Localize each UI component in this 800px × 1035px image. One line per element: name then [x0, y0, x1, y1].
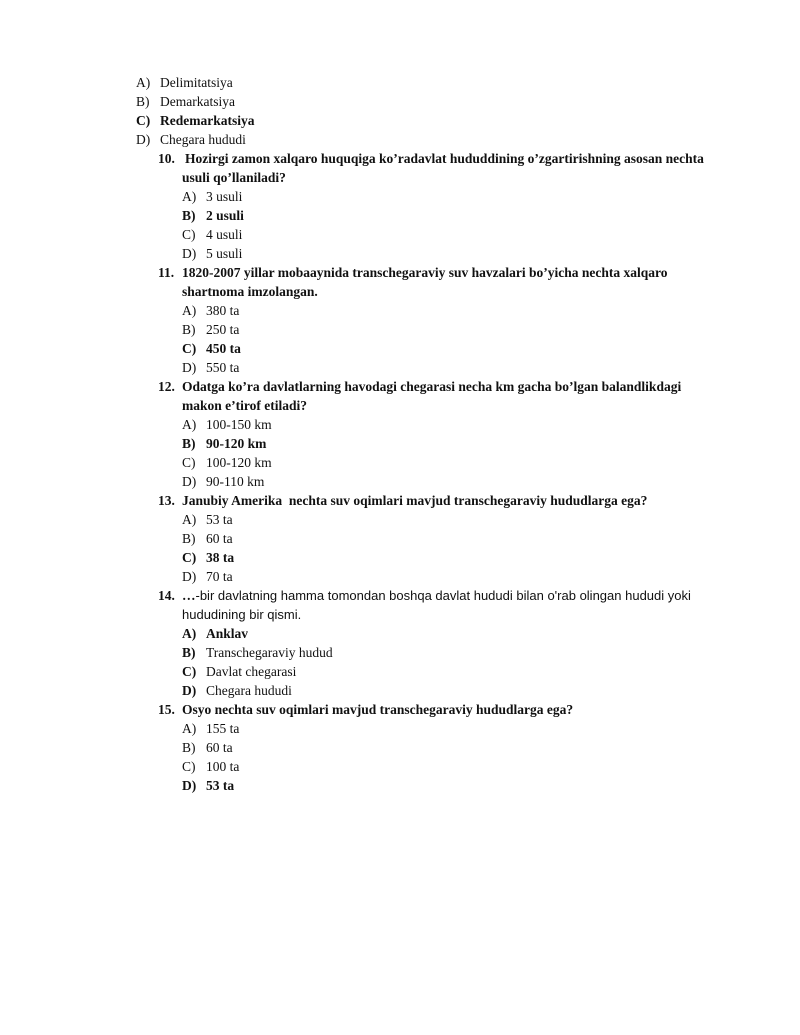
- option-letter: B): [182, 740, 196, 755]
- option-text: 450 ta: [206, 341, 241, 356]
- question-number: 11.: [158, 265, 175, 280]
- option-text: 380 ta: [206, 303, 240, 318]
- question-text: usuli qo’llaniladi?: [182, 170, 286, 185]
- option-text: Transchegaraviy hudud: [206, 645, 333, 660]
- question-11: [158, 263, 668, 282]
- option-letter: B): [182, 531, 196, 546]
- option-letter: D): [182, 246, 197, 261]
- option-text: Chegara hududi: [160, 132, 246, 147]
- question-number: 15.: [158, 702, 175, 717]
- option-letter: B): [182, 208, 196, 223]
- question-text: -bir davlatning hamma tomondan boshqa davlat hududi bilan o'rab olingan hududi yoki: [195, 588, 691, 603]
- option-text: 38 ta: [206, 550, 235, 565]
- q14-option-c: [182, 662, 296, 681]
- q10-option-b: [182, 206, 244, 225]
- option-text: 53 ta: [206, 778, 235, 793]
- q15-option-b: [182, 738, 233, 757]
- q15-option-c: [182, 757, 239, 776]
- option-letter: A): [182, 417, 197, 432]
- option-text: 60 ta: [206, 531, 233, 546]
- question-text: hududining bir qismi.: [182, 607, 302, 622]
- q10-option-a: [182, 187, 242, 206]
- question-15: [158, 700, 573, 719]
- question-number: 10.: [158, 151, 175, 166]
- question-text: Hozirgi zamon xalqaro huquqiga ko’radavlat hududdining o’zgartirishning asosan nechta: [185, 151, 704, 166]
- option-text: 3 usuli: [206, 189, 243, 204]
- option-letter: A): [136, 75, 151, 90]
- q15-option-a: [182, 719, 239, 738]
- option-letter: C): [182, 455, 196, 470]
- option-text: Chegara hududi: [206, 683, 292, 698]
- option-text: 90-110 km: [206, 474, 265, 489]
- prev-option-b: [136, 92, 235, 111]
- question-text: 1820-2007 yillar mobaaynida transchegaraviy suv havzalari bo’yicha nechta xalqaro: [182, 265, 668, 280]
- question-14-cont: [182, 605, 301, 624]
- option-text: 5 usuli: [206, 246, 243, 261]
- option-letter: B): [182, 322, 196, 337]
- option-letter: C): [182, 341, 197, 356]
- question-number: 12.: [158, 379, 175, 394]
- question-number: 14.: [158, 588, 175, 603]
- question-14: [158, 586, 691, 605]
- question-text: Osyo nechta suv oqimlari mavjud transchegaraviy hududlarga ega?: [182, 702, 574, 717]
- option-letter: A): [182, 512, 197, 527]
- option-letter: D): [182, 360, 197, 375]
- option-letter: D): [136, 132, 151, 147]
- q11-option-d: [182, 358, 239, 377]
- question-11-cont: [182, 282, 318, 301]
- option-text: Anklav: [206, 626, 249, 641]
- q11-option-a: [182, 301, 239, 320]
- q10-option-c: [182, 225, 242, 244]
- q12-option-a: [182, 415, 272, 434]
- option-letter: A): [182, 303, 197, 318]
- question-12-cont: [182, 396, 307, 415]
- option-text: Demarkatsiya: [160, 94, 235, 109]
- option-text: 100-150 km: [206, 417, 272, 432]
- option-letter: B): [182, 645, 196, 660]
- question-lead-ellipsis: …: [182, 588, 196, 603]
- option-text: 53 ta: [206, 512, 233, 527]
- option-letter: D): [182, 569, 197, 584]
- option-text: 90-120 km: [206, 436, 267, 451]
- q13-option-c: [182, 548, 234, 567]
- q14-option-d: [182, 681, 292, 700]
- option-text: 155 ta: [206, 721, 240, 736]
- option-text: Davlat chegarasi: [206, 664, 297, 679]
- question-text: Janubiy Amerika nechta suv oqimlari mavjud transchegaraviy hududlarga ega?: [182, 493, 648, 508]
- option-letter: C): [182, 227, 196, 242]
- q10-option-d: [182, 244, 242, 263]
- question-number: 13.: [158, 493, 175, 508]
- option-text: 550 ta: [206, 360, 240, 375]
- option-text: 70 ta: [206, 569, 233, 584]
- prev-option-c: [136, 111, 255, 130]
- question-text: Odatga ko’ra davlatlarning havodagi chegarasi necha km gacha bo’lgan balandlikdagi: [182, 379, 682, 394]
- option-letter: A): [182, 189, 197, 204]
- question-text: shartnoma imzolangan.: [182, 284, 318, 299]
- option-letter: C): [182, 550, 197, 565]
- option-letter: A): [182, 721, 197, 736]
- q15-option-d: [182, 776, 234, 795]
- q12-option-b: [182, 434, 266, 453]
- option-text: 100 ta: [206, 759, 240, 774]
- option-text: 60 ta: [206, 740, 233, 755]
- option-letter: D): [182, 683, 197, 698]
- option-letter: D): [182, 778, 197, 793]
- option-text: 4 usuli: [206, 227, 243, 242]
- option-text: Delimitatsiya: [160, 75, 233, 90]
- q12-option-d: [182, 472, 264, 491]
- option-letter: B): [136, 94, 150, 109]
- option-letter: A): [182, 626, 197, 641]
- prev-option-d: [136, 130, 246, 149]
- question-text: makon e’tirof etiladi?: [182, 398, 307, 413]
- option-text: 100-120 km: [206, 455, 272, 470]
- q14-option-b: [182, 643, 333, 662]
- question-10-cont: [182, 168, 286, 187]
- option-letter: C): [182, 759, 196, 774]
- question-13: [158, 491, 647, 510]
- q11-option-b: [182, 320, 239, 339]
- option-letter: C): [136, 113, 151, 128]
- option-text: 250 ta: [206, 322, 240, 337]
- question-12: [158, 377, 681, 396]
- q11-option-c: [182, 339, 241, 358]
- option-letter: D): [182, 474, 197, 489]
- option-letter: C): [182, 664, 197, 679]
- q13-option-b: [182, 529, 233, 548]
- option-letter: B): [182, 436, 196, 451]
- option-text: Redemarkatsiya: [160, 113, 255, 128]
- option-text: 2 usuli: [206, 208, 244, 223]
- question-10: [158, 149, 704, 168]
- q14-option-a: [182, 624, 248, 643]
- prev-option-a: [136, 73, 233, 92]
- q12-option-c: [182, 453, 272, 472]
- q13-option-a: [182, 510, 233, 529]
- q13-option-d: [182, 567, 233, 586]
